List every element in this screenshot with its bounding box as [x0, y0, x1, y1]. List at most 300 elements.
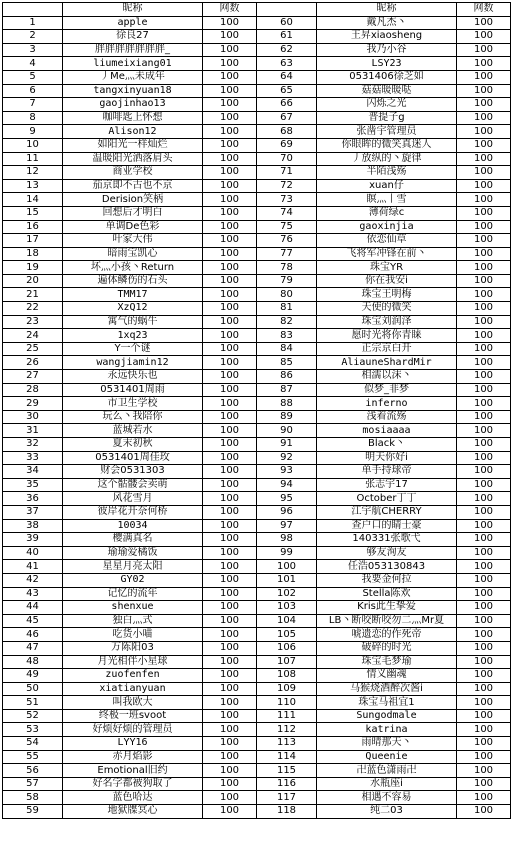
score-right: 100: [457, 478, 511, 492]
row-index-right: 118: [257, 805, 317, 819]
score-left: 100: [203, 125, 257, 139]
nickname-left: 终极一班svoot: [63, 709, 203, 723]
score-left: 100: [203, 777, 257, 791]
nickname-left: LYY16: [63, 737, 203, 751]
row-index-right: 75: [257, 220, 317, 234]
header-nickname-left: 昵称: [63, 3, 203, 17]
row-index-right: 85: [257, 356, 317, 370]
nickname-left: 万陈阳03: [63, 641, 203, 655]
score-left: 100: [203, 451, 257, 465]
score-right: 100: [457, 519, 511, 533]
score-right: 100: [457, 315, 511, 329]
row-index-left: 28: [3, 383, 63, 397]
row-index-right: 111: [257, 709, 317, 723]
nickname-right: katrina: [317, 723, 457, 737]
table-row: [3, 696, 511, 710]
nickname-right: 瞑灬丨雪: [317, 193, 457, 207]
nickname-left: 单调De色彩: [63, 220, 203, 234]
nickname-right: 雨晴那天丶: [317, 737, 457, 751]
row-index-right: 110: [257, 696, 317, 710]
table-row: [3, 288, 511, 302]
score-right: 100: [457, 546, 511, 560]
nickname-right: 丿放纵的丶旋律: [317, 152, 457, 166]
nickname-right: 相濡以沫丶: [317, 370, 457, 384]
row-index-left: 15: [3, 206, 63, 220]
nickname-right: 相遇不容易: [317, 791, 457, 805]
row-index-right: 60: [257, 16, 317, 30]
nickname-right: 菇菇暖暖哒: [317, 84, 457, 98]
score-left: 100: [203, 288, 257, 302]
row-index-left: 40: [3, 546, 63, 560]
nickname-left: 商业学校: [63, 166, 203, 180]
score-right: 100: [457, 288, 511, 302]
row-index-left: 27: [3, 370, 63, 384]
row-index-left: 46: [3, 628, 63, 642]
nickname-left: gaojinhao13: [63, 98, 203, 112]
score-left: 100: [203, 111, 257, 125]
nickname-left: 叫我欧大: [63, 696, 203, 710]
score-right: 100: [457, 628, 511, 642]
score-left: 100: [203, 43, 257, 57]
score-left: 100: [203, 220, 257, 234]
row-index-right: 91: [257, 438, 317, 452]
score-right: 100: [457, 84, 511, 98]
score-right: 100: [457, 70, 511, 84]
score-left: 100: [203, 57, 257, 71]
nickname-right: 查户口的睛士豪: [317, 519, 457, 533]
nickname-right: 我乃小谷: [317, 43, 457, 57]
row-index-left: 11: [3, 152, 63, 166]
nickname-right: 江宇航CHERRY: [317, 505, 457, 519]
nickname-left: 好烦好烦的管理员: [63, 723, 203, 737]
nickname-right: 破碎的时光: [317, 641, 457, 655]
row-index-right: 114: [257, 750, 317, 764]
nickname-right: 唬遗恋的作死帝: [317, 628, 457, 642]
score-left: 100: [203, 614, 257, 628]
row-index-left: 36: [3, 492, 63, 506]
nickname-left: xiatianyuan: [63, 682, 203, 696]
nickname-right: inferno: [317, 397, 457, 411]
row-index-left: 9: [3, 125, 63, 139]
table-row: [3, 655, 511, 669]
score-right: 100: [457, 492, 511, 506]
score-left: 100: [203, 546, 257, 560]
score-left: 100: [203, 261, 257, 275]
score-right: 100: [457, 709, 511, 723]
score-right: 100: [457, 777, 511, 791]
table-row: [3, 43, 511, 57]
table-row: [3, 723, 511, 737]
row-index-right: 74: [257, 206, 317, 220]
row-index-right: 83: [257, 329, 317, 343]
score-left: 100: [203, 628, 257, 642]
row-index-right: 63: [257, 57, 317, 71]
row-index-right: 71: [257, 166, 317, 180]
row-index-right: 81: [257, 302, 317, 316]
score-left: 100: [203, 329, 257, 343]
nickname-left: 温暖阳光洒落肩头: [63, 152, 203, 166]
score-left: 100: [203, 682, 257, 696]
nickname-left: 记忆的流年: [63, 587, 203, 601]
nickname-left: 如阳光一样灿烂: [63, 138, 203, 152]
score-left: 100: [203, 492, 257, 506]
row-index-right: 97: [257, 519, 317, 533]
nickname-left: 夏末初秋: [63, 438, 203, 452]
row-index-right: 113: [257, 737, 317, 751]
row-index-left: 32: [3, 438, 63, 452]
table-row: [3, 247, 511, 261]
score-left: 100: [203, 764, 257, 778]
nickname-left: 星星月亮太阳: [63, 560, 203, 574]
table-row: [3, 805, 511, 819]
row-index-right: 96: [257, 505, 317, 519]
nickname-right: 你在我安i: [317, 274, 457, 288]
table-row: [3, 315, 511, 329]
row-index-right: 109: [257, 682, 317, 696]
nickname-right: 明天你好i: [317, 451, 457, 465]
score-left: 100: [203, 519, 257, 533]
row-index-left: 7: [3, 98, 63, 112]
row-index-left: 34: [3, 465, 63, 479]
table-row: [3, 505, 511, 519]
row-index-left: 1: [3, 16, 63, 30]
score-right: 100: [457, 370, 511, 384]
table-row: [3, 206, 511, 220]
row-index-left: 37: [3, 505, 63, 519]
score-right: 100: [457, 342, 511, 356]
score-right: 100: [457, 152, 511, 166]
score-left: 100: [203, 737, 257, 751]
score-right: 100: [457, 329, 511, 343]
row-index-right: 108: [257, 669, 317, 683]
row-index-right: 82: [257, 315, 317, 329]
nickname-right: LB丶断咬断咬勿二灬Mr夏: [317, 614, 457, 628]
row-index-left: 3: [3, 43, 63, 57]
score-right: 100: [457, 750, 511, 764]
table-row: [3, 220, 511, 234]
table-row: [3, 234, 511, 248]
score-right: 100: [457, 356, 511, 370]
score-right: 100: [457, 397, 511, 411]
row-index-left: 13: [3, 179, 63, 193]
score-right: 100: [457, 410, 511, 424]
score-right: 100: [457, 138, 511, 152]
score-right: 100: [457, 669, 511, 683]
score-right: 100: [457, 438, 511, 452]
score-right: 100: [457, 641, 511, 655]
score-left: 100: [203, 424, 257, 438]
row-index-right: 104: [257, 614, 317, 628]
score-left: 100: [203, 709, 257, 723]
ranking-table: [2, 2, 511, 819]
nickname-left: zuofenfen: [63, 669, 203, 683]
row-index-right: 87: [257, 383, 317, 397]
row-index-right: 72: [257, 179, 317, 193]
nickname-right: 马猴烧酒醉次酱i: [317, 682, 457, 696]
row-index-right: 102: [257, 587, 317, 601]
table-row: [3, 465, 511, 479]
score-left: 100: [203, 655, 257, 669]
row-index-right: 79: [257, 274, 317, 288]
nickname-left: 风花雪月: [63, 492, 203, 506]
nickname-left: shenxue: [63, 601, 203, 615]
nickname-left: 樱满真名: [63, 533, 203, 547]
header-score-left: 网数: [203, 3, 257, 17]
nickname-left: 财会0531303: [63, 465, 203, 479]
table-row: [3, 587, 511, 601]
nickname-right: xuan仔: [317, 179, 457, 193]
nickname-right: 张志宇17: [317, 478, 457, 492]
score-left: 100: [203, 342, 257, 356]
score-left: 100: [203, 152, 257, 166]
row-index-right: 95: [257, 492, 317, 506]
score-left: 100: [203, 274, 257, 288]
table-row: [3, 70, 511, 84]
row-index-left: 22: [3, 302, 63, 316]
nickname-right: Kris此生挚爱: [317, 601, 457, 615]
nickname-right: 140331张歌弋: [317, 533, 457, 547]
ranking-sheet: [2, 2, 511, 819]
row-index-right: 92: [257, 451, 317, 465]
row-index-left: 24: [3, 329, 63, 343]
row-index-right: 84: [257, 342, 317, 356]
table-row: [3, 737, 511, 751]
nickname-left: 这个骷髅会卖萌: [63, 478, 203, 492]
score-right: 100: [457, 261, 511, 275]
table-row: [3, 302, 511, 316]
header-score-right: 网数: [457, 3, 511, 17]
score-right: 100: [457, 614, 511, 628]
row-index-left: 41: [3, 560, 63, 574]
nickname-right: Queenie: [317, 750, 457, 764]
table-row: [3, 791, 511, 805]
score-right: 100: [457, 43, 511, 57]
score-right: 100: [457, 560, 511, 574]
score-left: 100: [203, 247, 257, 261]
row-index-right: 70: [257, 152, 317, 166]
row-index-left: 44: [3, 601, 63, 615]
score-left: 100: [203, 98, 257, 112]
nickname-right: Stella陈欢: [317, 587, 457, 601]
nickname-right: 闪烁之光: [317, 98, 457, 112]
table-row: [3, 410, 511, 424]
score-right: 100: [457, 383, 511, 397]
score-right: 100: [457, 125, 511, 139]
score-right: 100: [457, 601, 511, 615]
table-row: [3, 30, 511, 44]
nickname-right: 0531406徐芝如: [317, 70, 457, 84]
row-index-left: 18: [3, 247, 63, 261]
nickname-left: 蓝城若水: [63, 424, 203, 438]
table-row: [3, 669, 511, 683]
table-row: [3, 614, 511, 628]
row-index-left: 8: [3, 111, 63, 125]
nickname-right: 单手持球帝: [317, 465, 457, 479]
nickname-left: Y一个谜: [63, 342, 203, 356]
score-left: 100: [203, 723, 257, 737]
nickname-right: 珠宝刘润泽: [317, 315, 457, 329]
nickname-right: 珠宝马祖宜1: [317, 696, 457, 710]
table-row: [3, 424, 511, 438]
nickname-right: 我要金何拉: [317, 573, 457, 587]
nickname-right: 愿时光将你青睐: [317, 329, 457, 343]
nickname-left: 遍体鳞伤的石头: [63, 274, 203, 288]
row-index-left: 38: [3, 519, 63, 533]
score-right: 100: [457, 573, 511, 587]
nickname-right: 薄荷绿c: [317, 206, 457, 220]
nickname-left: 寓气的蜗牛: [63, 315, 203, 329]
score-left: 100: [203, 750, 257, 764]
row-index-right: 98: [257, 533, 317, 547]
score-left: 100: [203, 560, 257, 574]
score-right: 100: [457, 166, 511, 180]
nickname-left: 永远快乐也: [63, 370, 203, 384]
score-left: 100: [203, 302, 257, 316]
row-index-left: 30: [3, 410, 63, 424]
table-row: [3, 533, 511, 547]
table-row: [3, 478, 511, 492]
nickname-left: 暗雨宝凯心: [63, 247, 203, 261]
row-index-left: 39: [3, 533, 63, 547]
row-index-left: 12: [3, 166, 63, 180]
row-index-right: 86: [257, 370, 317, 384]
table-row: [3, 98, 511, 112]
table-row: [3, 682, 511, 696]
nickname-right: 似梦_非梦: [317, 383, 457, 397]
row-index-left: 5: [3, 70, 63, 84]
nickname-right: 珠宝王明梅: [317, 288, 457, 302]
nickname-right: 珠宝YR: [317, 261, 457, 275]
nickname-left: 坏灬小孩丶Return: [63, 261, 203, 275]
row-index-left: 6: [3, 84, 63, 98]
nickname-right: 卍蓝色潇雨卍: [317, 764, 457, 778]
score-left: 100: [203, 30, 257, 44]
row-index-right: 94: [257, 478, 317, 492]
row-index-left: 21: [3, 288, 63, 302]
row-index-left: 49: [3, 669, 63, 683]
score-right: 100: [457, 533, 511, 547]
score-right: 100: [457, 587, 511, 601]
score-left: 100: [203, 315, 257, 329]
table-row: [3, 628, 511, 642]
score-left: 100: [203, 193, 257, 207]
score-right: 100: [457, 220, 511, 234]
score-left: 100: [203, 234, 257, 248]
row-index-right: 61: [257, 30, 317, 44]
score-right: 100: [457, 234, 511, 248]
nickname-right: 张凿宇管理员: [317, 125, 457, 139]
table-row: [3, 138, 511, 152]
nickname-left: 赤月焰影: [63, 750, 203, 764]
row-index-right: 107: [257, 655, 317, 669]
score-right: 100: [457, 16, 511, 30]
row-index-left: 10: [3, 138, 63, 152]
row-index-left: 33: [3, 451, 63, 465]
table-row: [3, 152, 511, 166]
table-row: [3, 193, 511, 207]
nickname-right: 天使的微笑: [317, 302, 457, 316]
row-index-right: 90: [257, 424, 317, 438]
score-right: 100: [457, 791, 511, 805]
row-index-right: 78: [257, 261, 317, 275]
row-index-left: 26: [3, 356, 63, 370]
row-index-right: 66: [257, 98, 317, 112]
nickname-right: 浅着流殇: [317, 410, 457, 424]
table-row: [3, 560, 511, 574]
nickname-right: gaoxinjia: [317, 220, 457, 234]
score-left: 100: [203, 505, 257, 519]
score-right: 100: [457, 193, 511, 207]
score-left: 100: [203, 641, 257, 655]
row-index-right: 73: [257, 193, 317, 207]
score-right: 100: [457, 111, 511, 125]
row-index-right: 80: [257, 288, 317, 302]
row-index-right: 112: [257, 723, 317, 737]
score-right: 100: [457, 247, 511, 261]
nickname-right: 水瓶座i: [317, 777, 457, 791]
score-left: 100: [203, 696, 257, 710]
score-left: 100: [203, 356, 257, 370]
table-row: [3, 111, 511, 125]
score-right: 100: [457, 424, 511, 438]
row-index-left: 29: [3, 397, 63, 411]
row-index-right: 117: [257, 791, 317, 805]
nickname-left: 月光相伴小星球: [63, 655, 203, 669]
score-right: 100: [457, 57, 511, 71]
row-index-left: 51: [3, 696, 63, 710]
table-row: [3, 383, 511, 397]
nickname-left: 地狱牒冥心: [63, 805, 203, 819]
row-index-right: 100: [257, 560, 317, 574]
score-left: 100: [203, 438, 257, 452]
row-index-right: 62: [257, 43, 317, 57]
table-row: [3, 261, 511, 275]
nickname-left: liumeixiang01: [63, 57, 203, 71]
score-left: 100: [203, 478, 257, 492]
nickname-right: 飞将军冲锋在前丶: [317, 247, 457, 261]
table-row: [3, 764, 511, 778]
row-index-left: 25: [3, 342, 63, 356]
score-right: 100: [457, 179, 511, 193]
header-row: [3, 3, 511, 17]
table-row: [3, 370, 511, 384]
header-index-left: [3, 3, 63, 17]
nickname-left: tangxinyuan18: [63, 84, 203, 98]
nickname-left: Emotional旧约: [63, 764, 203, 778]
nickname-left: wangjiamin12: [63, 356, 203, 370]
row-index-right: 67: [257, 111, 317, 125]
table-row: [3, 451, 511, 465]
row-index-left: 43: [3, 587, 63, 601]
row-index-left: 31: [3, 424, 63, 438]
table-row: [3, 492, 511, 506]
score-left: 100: [203, 533, 257, 547]
nickname-left: 市卫生学校: [63, 397, 203, 411]
score-left: 100: [203, 179, 257, 193]
table-body: [3, 16, 511, 818]
nickname-right: AliauneShardMir: [317, 356, 457, 370]
table-row: [3, 709, 511, 723]
score-left: 100: [203, 805, 257, 819]
score-right: 100: [457, 206, 511, 220]
nickname-left: 丿Me灬未成年: [63, 70, 203, 84]
nickname-right: 任浩053130843: [317, 560, 457, 574]
table-row: [3, 519, 511, 533]
nickname-left: 蓝色哈达: [63, 791, 203, 805]
row-index-right: 105: [257, 628, 317, 642]
row-index-left: 48: [3, 655, 63, 669]
score-right: 100: [457, 98, 511, 112]
